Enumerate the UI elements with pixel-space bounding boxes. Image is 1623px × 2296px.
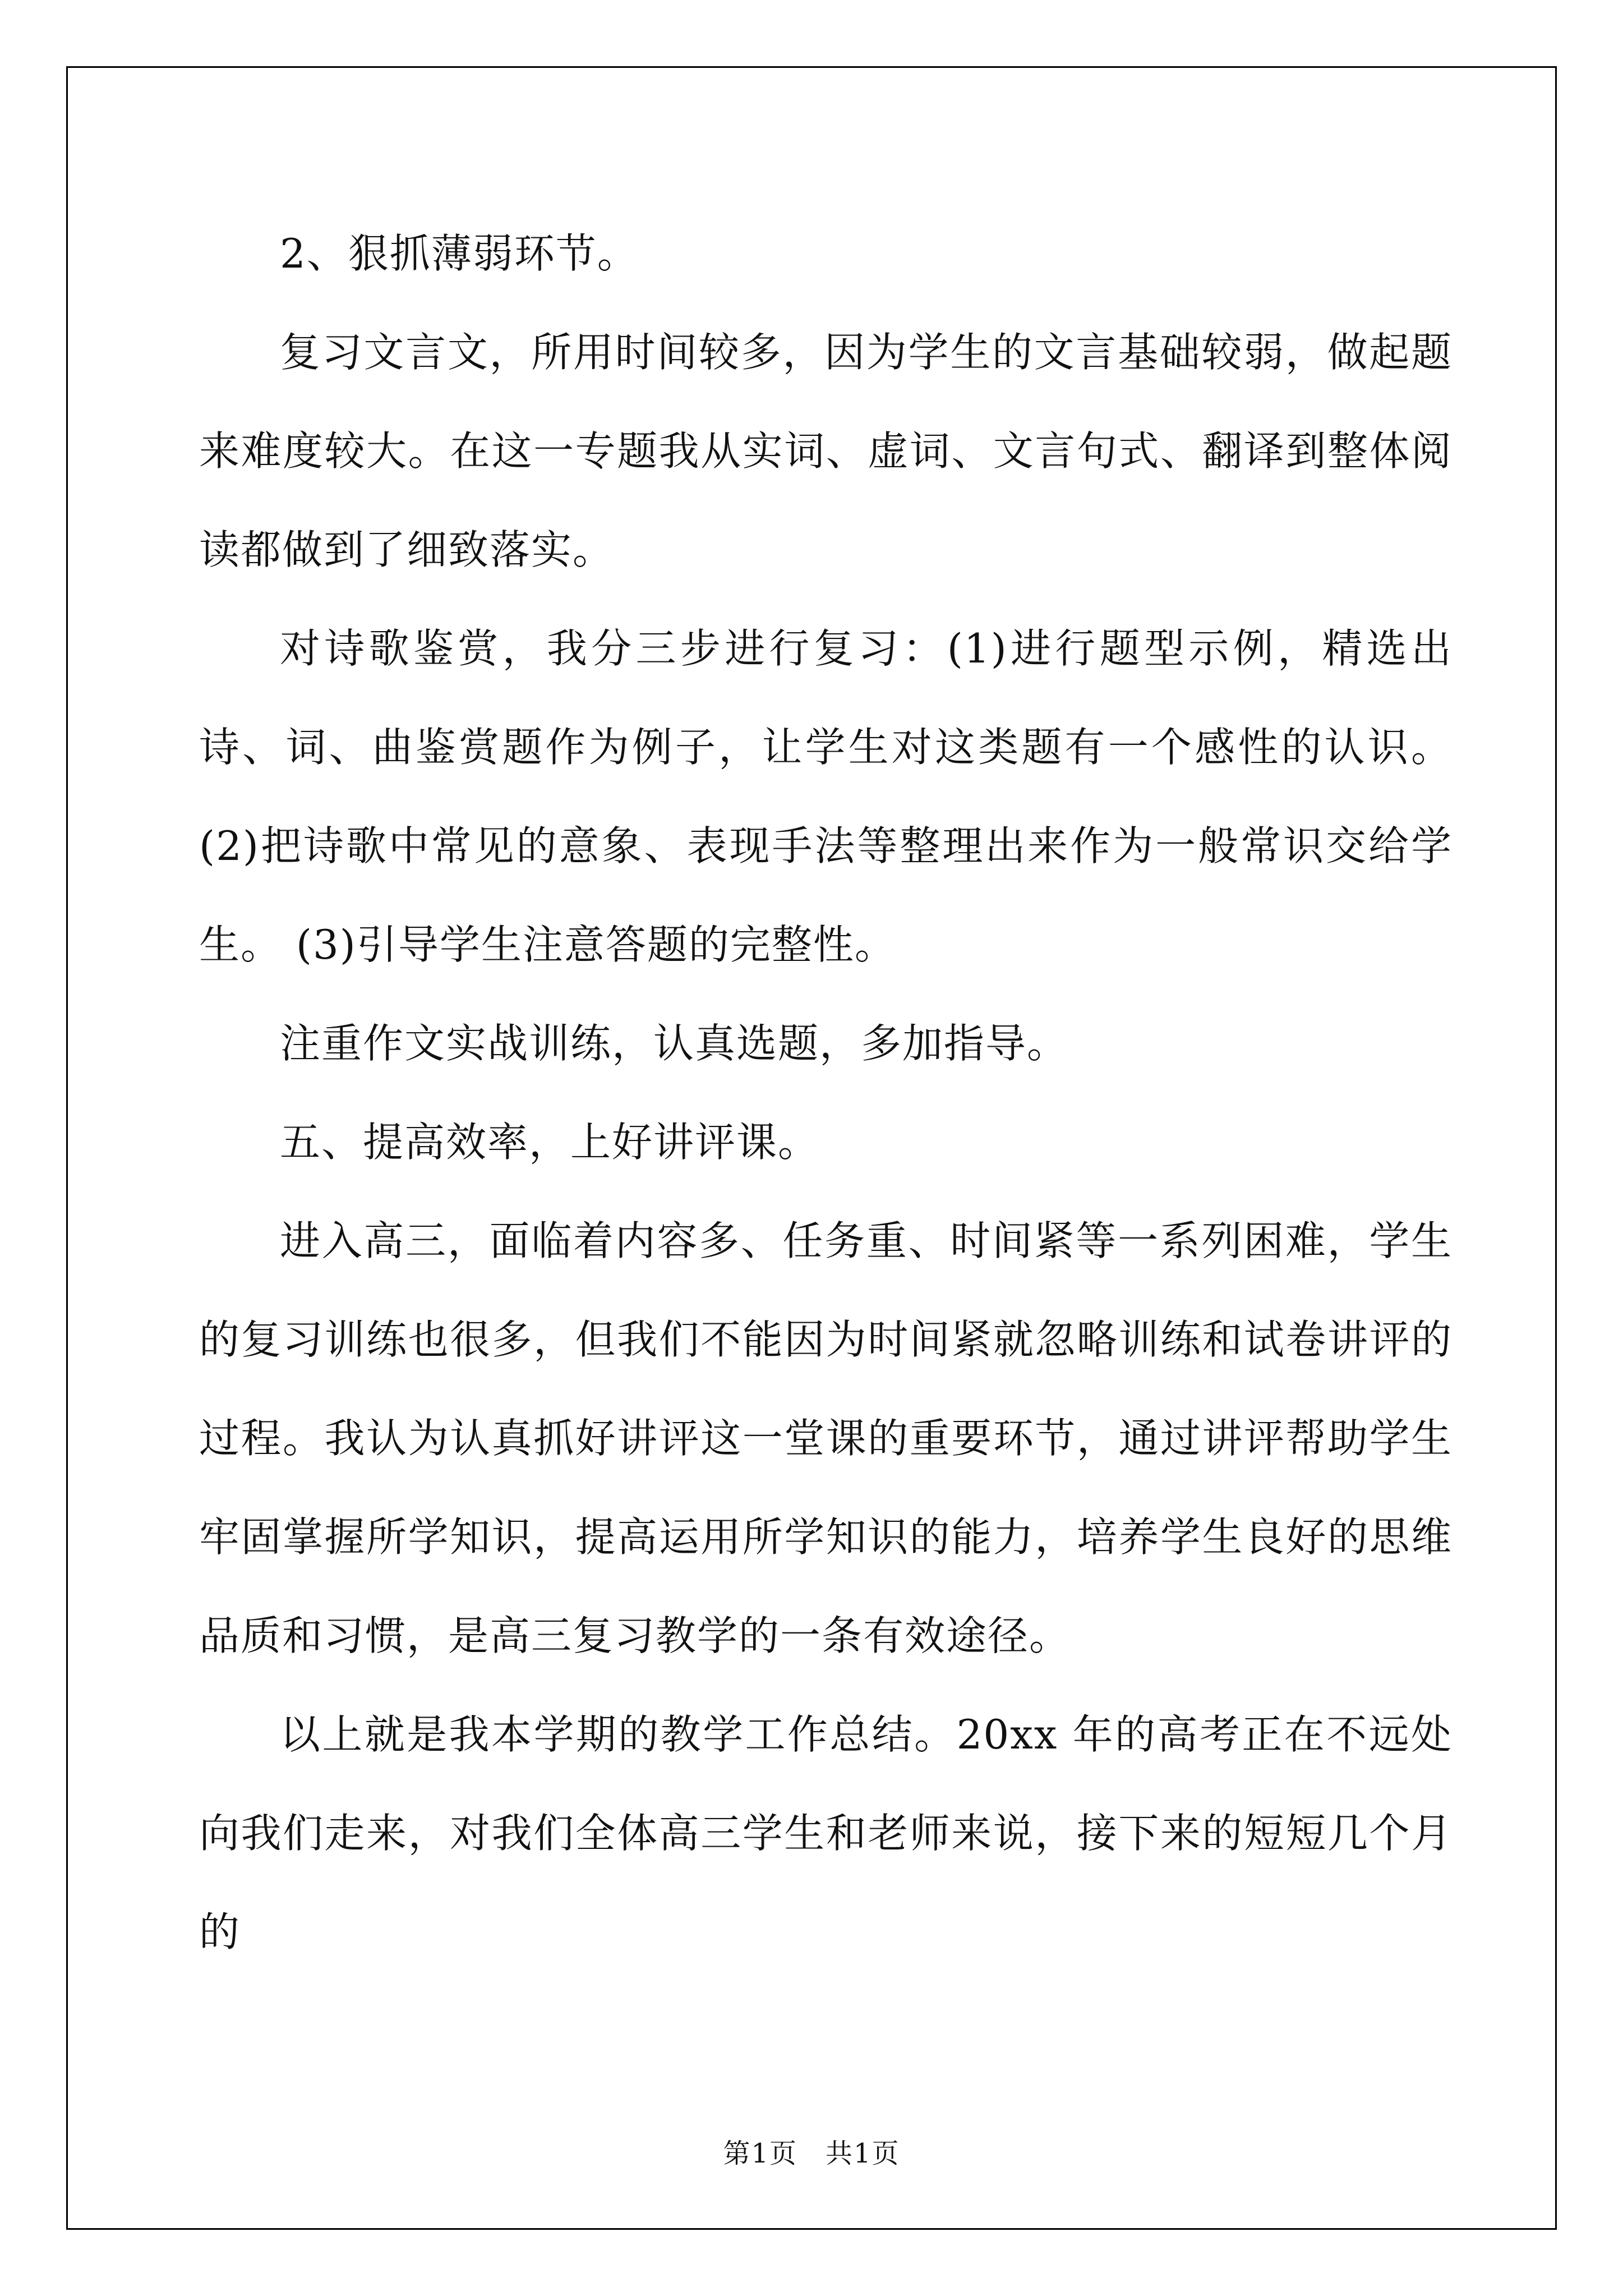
paragraph-2: 复习文言文，所用时间较多，因为学生的文言基础较弱，做起题来难度较大。在这一专题我从实词、虚词、文言句式、翻译到整体阅读都做到了细致落实。 — [199, 329, 1453, 573]
paragraph-4: 注重作文实战训练，认真选题，多加指导。 — [280, 1020, 1069, 1067]
paragraph-3: 对诗歌鉴赏，我分三步进行复习：(1)进行题型示例，精选出诗、词、曲鉴赏题作为例子，让学生对这类题有一个感性的认识。(2)把诗歌中常见的意象、表现手法等整理出来作为一般常识交给学生。 (3)引导学生注意答题的完整性。 — [199, 625, 1453, 968]
paragraph-7: 以上就是我本学期的教学工作总结。20xx 年的高考正在不远处向我们走来，对我们全体高三学生和老师来说，接下来的短短几个月的 — [199, 1711, 1453, 1955]
document-body — [199, 204, 1453, 1981]
paragraph-1: 2、狠抓薄弱环节。 — [280, 230, 639, 277]
paragraph-6: 进入高三，面临着内容多、任务重、时间紧等一系列困难，学生的复习训练也很多，但我们不能因为时间紧就忽略训练和试卷讲评的过程。我认为认真抓好讲评这一堂课的重要环节，通过讲评帮助学生牢固掌握所学知识，提高运用所学知识的能力，培养学生良好的思维品质和习惯，是高三复习教学的一条有效途径。 — [199, 1217, 1453, 1659]
paragraph-5: 五、提高效率，上好讲评课。 — [280, 1119, 820, 1166]
page-number-footer: 第1页 共1页 — [723, 2138, 900, 2169]
